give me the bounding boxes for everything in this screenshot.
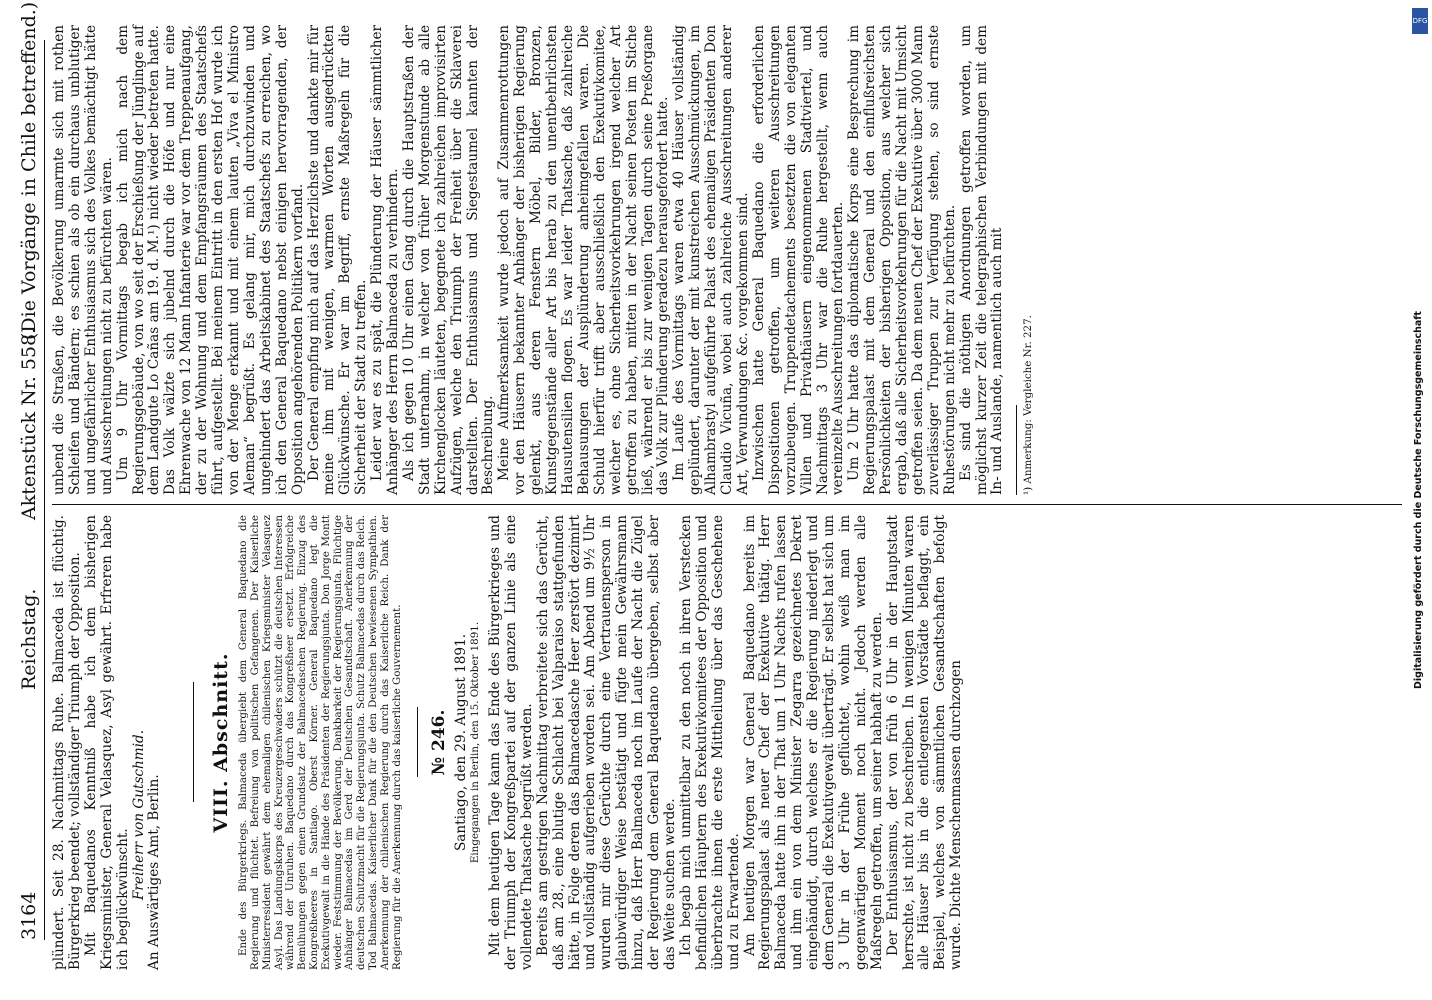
paragraph: unbend die Straßen, die Bevölkerung umarmte sich mit rothen Schleifen und Bändern; es schien als ob ein durchaus unblutiger und ungefährlicher Enthusiasmus sich des Volkes bemächtigt hätte und Ausschreitungen nicht zu befürchten wären. <box>51 25 115 495</box>
received-date: Eingegangen in Berlin, den 15. Oktober 1891. <box>469 621 482 864</box>
footnote: ¹) Anmerkung: Vergleiche Nr. 227. <box>1022 315 1035 495</box>
paragraph: Ich begab mich unmittelbar zu den noch in ihren Verstecken befindlichen Häuptern des Exekutivkomitees der Opposition und überbrachte ihnen die erste Mittheilung über das Geschehene und zu Erwartende. <box>677 515 742 970</box>
addressee: An Auswärtiges Amt, Berlin. <box>146 774 163 970</box>
paragraph: Der General empfing mich auf das Herzlichste und dankte mir für meine ihm mit wenigen, warmen Worten ausgedrückten Glückwünsche. Er war im Begriff, ernste Maßregeln für die Sicherheit der Stadt zu treffen. <box>305 25 370 495</box>
paragraph: Meine Aufmerksamkeit wurde jedoch auf Zusammenrottungen vor den Häusern bekannter Anhänger der bisherigen Regierung gelenkt, aus deren Fenstern Möbel, Bilder, Bronzen, Kunstgegenstände aller Art bis herab zu den unentbehrlichsten Hausutensilien flogen. Es war leider Thatsache, daß zahlreiche Behausungen der Ausplünderung anheimgefallen waren. Die Schuld hierfür trifft aber ausschließlich den Exekutivkomitee, welcher es, ohne Sicherheitsvorkehrungen irgend welcher Art getroffen zu haben, mitten in der Nacht seinen Posten im Stiche ließ, während er bis zur wenigen Tagen durch seine Preßorgane das Volk zur Plünderung geradezu herausgefordert hatte. <box>496 25 672 495</box>
left-column <box>52 515 1412 970</box>
header-left: Reichstag. <box>18 588 40 690</box>
paragraph: Es sind die nöthigen Anordnungen getroffen worden, um möglichst kurzer Zeit die telegraphischen Verbindungen mit dem In- und Auslande, namentlich auch mit <box>957 25 1006 495</box>
paragraph: Bereits am gestrigen Nachmittag verbreitete sich das Gerücht, daß am 28., eine blutige Schlacht bei Valparaiso stattgefunden hätte, in Folge deren das Balmacedasche Heer zerstört dezimirt und vollständig aufgerieben worden sei. Am Abend um 9½ Uhr wurden mir diese Gerüchte durch eine Vertrauensperson in glaubwürdiger Weise bestätigt und fügte mein Gewährsmann hinzu, daß Herr Balmaceda noch im Laufe der Nacht die Zügel der Regierung dem General Baquedano übergeben, selbst aber das Weite suchen werde. <box>534 515 678 970</box>
document-ref: Aktenstück Nr. 558. <box>18 327 40 520</box>
right-column <box>52 25 1412 495</box>
header-rule <box>44 40 45 940</box>
dateline: Santiago, den 29. August 1891. <box>453 633 470 852</box>
divider <box>417 708 418 778</box>
paragraph: Mit dem heutigen Tage kann das Ende des Bürgerkrieges und der Triumph der Kongreßpartei auf der ganzen Linie als eine vollendete Thatsache begrüßt werden. <box>487 515 535 970</box>
paragraph: Leider war es zu spät, die Plünderung der Häuser sämmtlicher Anhänger des Herrn Balmaceda zu verhindern. <box>369 25 402 495</box>
divider <box>193 683 194 803</box>
section-heading: VIII. Abschnitt. <box>210 652 233 833</box>
paragraph: Im Laufe des Vormittags waren etwa 40 Häuser vollständig geplündert, darunter der mit kunstreichen Ausschmückungen, im Alhambrastyl aufgeführte Palast des ehemaligen Präsidenten Don Claudio Vicuña, wobei auch zahlreiche Ausschreitungen anderer Art, Verwundungen &c. vorgekommen sind. <box>671 25 751 495</box>
document-number: № 246. <box>429 709 450 776</box>
digitization-note-text: Digitalisierung gefördert durch die Deutsche Forschungsgemeinschaft <box>1413 311 1424 689</box>
section-summary: Ende des Bürgerkriegs. Balmaceda übergiebt dem General Baquedano die Regierung und flüchtet. Befreiung von politischen Gefangenen. Der Kaiserliche Ministerresident gewährt dem ehemaligen chilenischen Kriegsminister Velasquez Asyl. Das Landungskorps des Kreuzergeschwaders schützt die deutschen Interessen während der Unruhen. Baquedano durch das Kongreßheer ersetzt. Erfolgreiche Bemühungen gegen einen Grundsatz der Balmacedaschen Regierung. Einzug des Kongreßheeres in Santiago. Oberst Körner. General Baquedano legt die Exekutivgewalt in die Hände des Präsidenten der Regierungsjunta. Don Jorge Montt wieder. Feststimmung der Bevölkerung. Dankbarkeit der Regierungsjunta. Flüchtige Anhänger Balmacedas im Gerd der Deutschen Gesandtschaft. Anerkennung der deutschen Schutzmacht für die Regierungsjunta. Schutz Balmacedas durch das Reich. Tod Balmacedas. Kaiserlicher Dank für die den Deutschen bewiesenen Sympathien. Anerkennung der chilenischen Regierung durch das Kaiserliche Reich. Dank der Regierung für die Anerkennung durch das kaiserliche Gouvernement. <box>237 515 403 970</box>
paragraph: Inzwischen hatte General Baquedano die erforderlichen Dispositionen getroffen, um weiteren Ausschreitungen vorzubeugen. Truppendetachements besetzten die von eleganten Villen und Privathäusern eingenommenen Stadtviertel, und Nachmittags 3 Uhr war die Ruhe hergestellt, wenn auch vereinzelte Ausschreitungen fortdauerten. <box>750 25 847 495</box>
dfg-logo: DFG <box>1412 8 1428 34</box>
digitization-note <box>1412 10 1426 990</box>
column-rule <box>52 504 1402 505</box>
signature: Freiherr von Gutschmid. <box>130 729 147 900</box>
paragraph: Um 2 Uhr hatte das diplomatische Korps eine Besprechung im Regierungspalast mit dem General und den einflußreichsten Persönlichkeiten der bisherigen Opposition, aus welcher sich ergab, daß alle Sicherheitsvorkehrungen für die Nacht mit Umsicht getroffen seien. Da dem neuen Chef der Exekutive über 3000 Mann zuverlässiger Truppen zur Verfügung stehen, so sind ernste Ruhestörungen nicht mehr zu befürchten. <box>846 25 958 495</box>
paragraph: plündert. Seit 28. Nachmittags Ruhe. Balmaceda ist flüchtig. Bürgerkrieg beendet; vollständiger Triumph der Opposition. <box>51 515 83 970</box>
paragraph: Mit Baquedanos Kenntniß habe ich dem bisherigen Kriegsminister, General Velasquez, Asyl gewährt. Erfreren habe ich beglückwünscht. <box>82 515 131 970</box>
header-right: (Die Vorgänge in Chile betreffend.) <box>18 1 40 340</box>
page-number: 3164 <box>18 891 40 940</box>
paragraph: Um 9 Uhr Vormittags begab ich mich nach dem Regierungsgebäude, von wo seit der Erschießung der Jünglinge auf dem Landgute Lo Cañas am 19. d. M.¹) nicht wieder betreten hatte. Das Volk wälzte sich jubelnd durch die Höfe und nur eine Ehrenwache von 12 Mann Infanterie war vor dem Treppenaufgang, der zu der Wohnung und dem Empfangsräumen des Staatschefs führt, aufgestellt. Bei meinem Eintritt in den ersten Hof wurde ich von der Menge erkannt und mit einem lauten „Viva el Ministro Aleman“ begrüßt. Es gelang mir, mich durchzuwinden und ungehindert das Arbeitskabinet des Staatschefs zu erreichen, wo ich den General Baquedano nebst einigen hervorragenden, der Opposition angehörenden Politikern vorfand. <box>114 25 306 495</box>
paragraph: Als ich gegen 10 Uhr einen Gang durch die Hauptstraßen der Stadt unternahm, in welcher von früher Morgenstunde ab alle Kirchenglocken läuteten, begegnete ich zahlreichen improvisirten Aufzügen, welche den Triumph der Freiheit über die Sklaverei darstellten. Der Enthusiasmus und Siegestaumel kannten der Beschreibung. <box>400 25 497 495</box>
paragraph: Der Enthusiasmus, der von früh 6 Uhr in der Hauptstadt herrschte, ist nicht zu beschreiben. In wenigen Minuten waren alle Häuser bis in die entlegensten Vorstädte beflaggt, ein Beispiel, welches von sämmtlichen Gesandtschaften befolgt wurde. Dichte Menschenmassen durchzogen <box>884 515 965 970</box>
footnote-rule <box>1016 405 1017 495</box>
paragraph: Am heutigen Morgen war General Baquedano bereits im Regierungspalast als neuer Chef der Exekutive thätig. Herr Balmaceda hatte ihn in der That um 1 Uhr Nachts rufen lassen und ihm ein von dem Minister Zegarra gezeichnetes Dekret eingehändigt, durch welches er die Regierung niederlegt und dem General die Exekutivgewalt überträgt. Er selbst hat sich um 3 Uhr in der Frühe geflüchtet, wohin weiß man im gegenwärtigen Moment noch nicht. Jedoch werden alle Maßregeln getroffen, um seiner habhaft zu werden. <box>741 515 885 970</box>
